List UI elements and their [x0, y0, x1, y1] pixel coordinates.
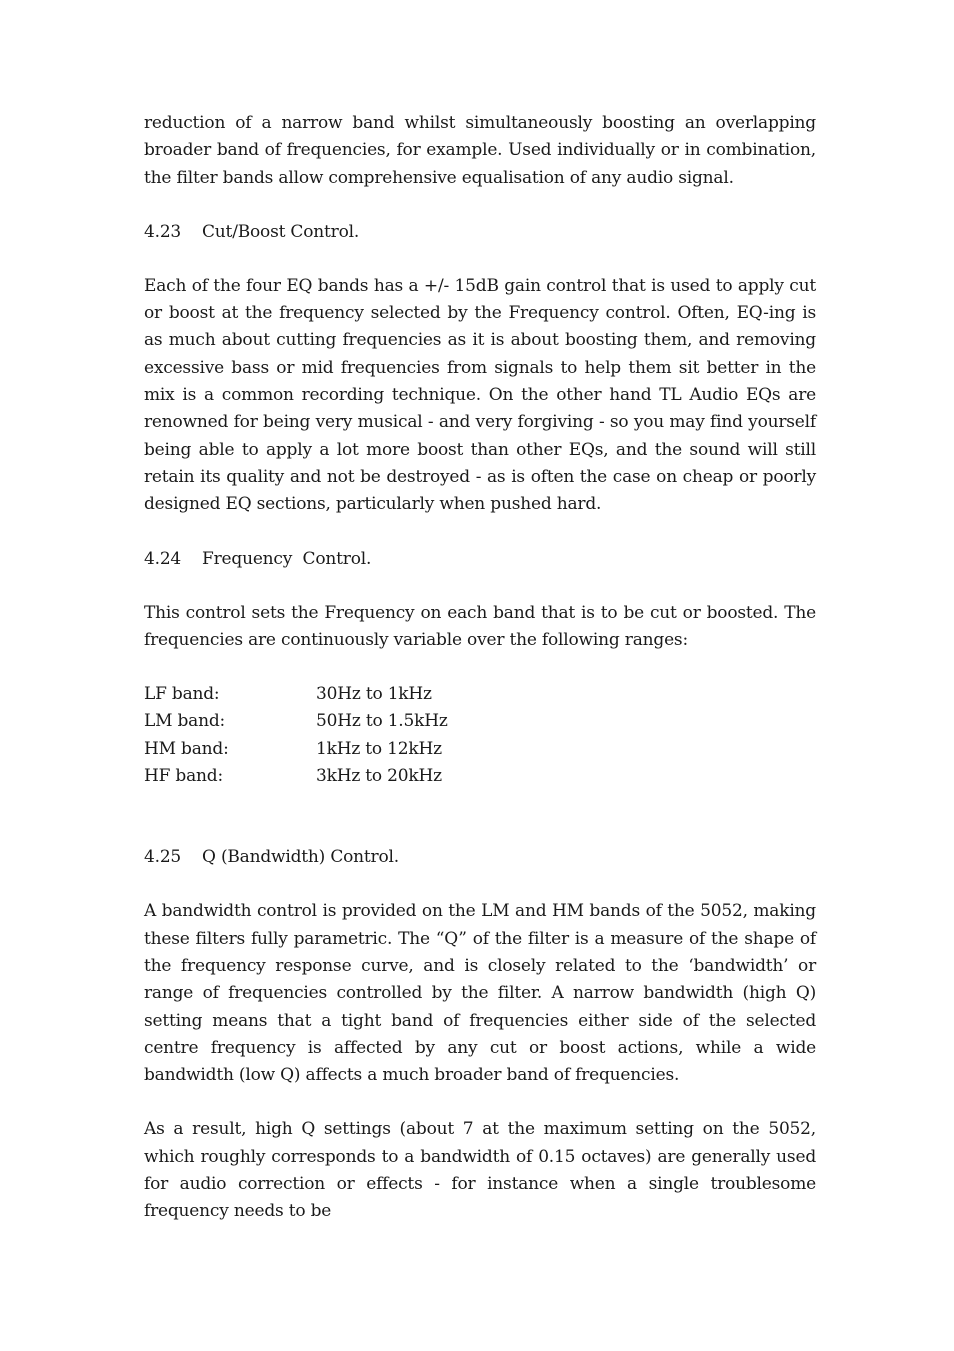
frequency-range-list [144, 681, 816, 790]
list-item [144, 681, 816, 708]
section-heading-4-25 [144, 844, 816, 871]
band-range: 30Hz to 1kHz [316, 684, 432, 705]
section-title: Cut/Boost Control. [202, 221, 360, 242]
band-range: 50Hz to 1.5kHz [316, 711, 448, 732]
q-settings-paragraph: As a result, high Q settings (about 7 at the maximum setting on the 5052, which roughly corresponds to a bandwidth of 0.15 octaves) are generally used for audio correction or effects - for instance when a single troublesome frequency needs to be [144, 1119, 816, 1222]
bandwidth-paragraph: A bandwidth control is provided on the LM and HM bands of the 5052, making these filters fully parametric. The “Q” of the filter is a measure of the shape of the frequency response curve, and is closely related to the ‘bandwidth’ or range of frequencies controlled by the filter. A narrow bandwidth (high Q) setting means that a tight band of frequencies either side of the selected centre frequency is affected by any cut or boost actions, while a wide bandwidth (low Q) affects a much broader band of frequencies. [144, 901, 816, 1086]
cut-boost-paragraph: Each of the four EQ bands has a +/- 15dB gain control that is used to apply cut or boost at the frequency selected by the Frequency control. Often, EQ-ing is as much about cutting frequencies as it is about boosting them, and removing excessive bass or mid frequencies from signals to help them sit better in the mix is a common recording technique. On the other hand TL Audio EQs are renowned for being very musical - and very forgiving - so you may find yourself being able to apply a lot more boost than other EQs, and the sound will still retain its quality and not be destroyed - as is often the case on cheap or poorly designed EQ sections, particularly when pushed hard. [144, 275, 816, 515]
section-title: Frequency Control. [202, 548, 372, 569]
band-name: HM band: [144, 738, 229, 759]
section-number: 4.23 [144, 221, 182, 242]
section-number: 4.25 [144, 847, 182, 868]
band-name: LM band: [144, 711, 226, 732]
band-range: 3kHz to 20kHz [316, 766, 442, 787]
section-heading-4-24 [144, 546, 816, 573]
frequency-paragraph: This control sets the Frequency on each band that is to be cut or boosted. The frequencies are continuously variable over the following ranges: [144, 602, 816, 650]
band-name: HF band: [144, 766, 224, 787]
list-item [144, 763, 816, 790]
document-page [144, 110, 816, 1226]
section-heading-4-23 [144, 219, 816, 246]
list-item [144, 736, 816, 763]
band-name: LF band: [144, 684, 220, 705]
section-number: 4.24 [144, 548, 182, 569]
list-item [144, 708, 816, 735]
band-range: 1kHz to 12kHz [316, 738, 442, 759]
section-title: Q (Bandwidth) Control. [202, 847, 399, 868]
intro-paragraph: reduction of a narrow band whilst simultaneously boosting an overlapping broader band of frequencies, for example. Used individually or in combination, the filter bands allow comprehensive equalisation of any audio signal. [144, 113, 816, 188]
